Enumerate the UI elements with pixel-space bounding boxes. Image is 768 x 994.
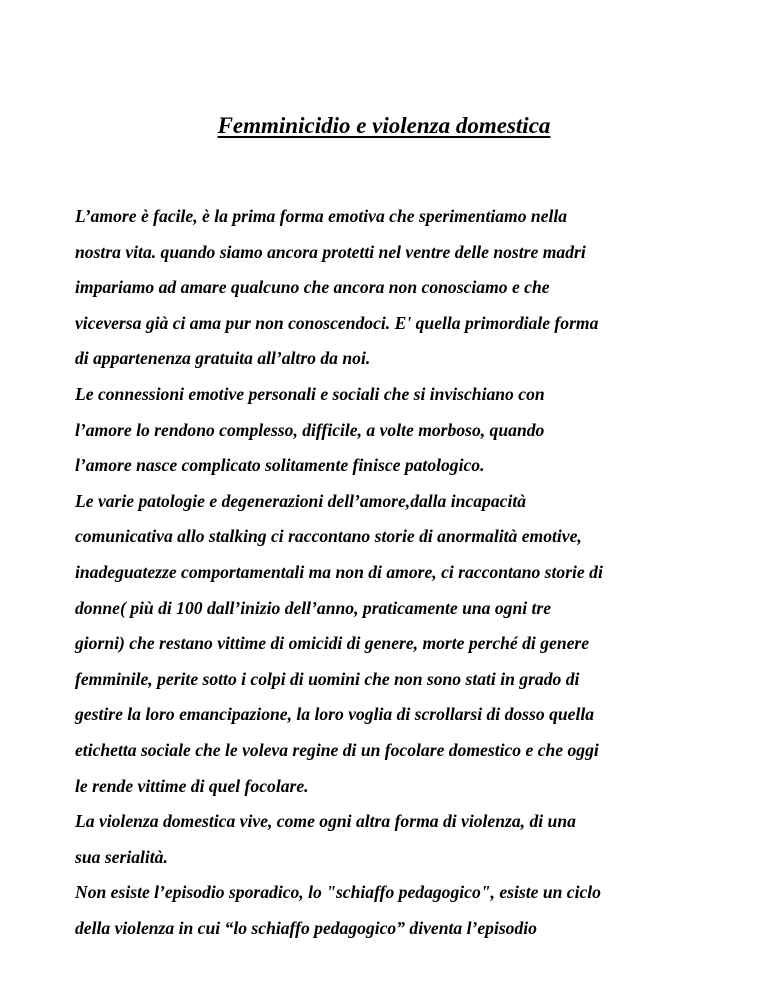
text-line: femminile, perite sotto i colpi di uomini che non sono stati in grado di	[75, 668, 580, 689]
text-line: Le connessioni emotive personali e sociali che si invischiano con	[75, 383, 545, 404]
text-line: viceversa già ci ama pur non conoscendoci. E' quella primordiale forma	[75, 312, 599, 333]
text-line: inadeguatezze comportamentali ma non di amore, ci raccontano storie di	[75, 561, 603, 582]
text-line: l’amore lo rendono complesso, difficile, a volte morboso, quando	[75, 419, 545, 440]
text-line: L’amore è facile, è la prima forma emotiva che sperimentiamo nella	[75, 206, 568, 226]
text-line: comunicativa allo stalking ci raccontano storie di anormalità emotive,	[75, 526, 582, 547]
text-line: l’amore nasce complicato solitamente finisce patologico.	[75, 455, 485, 476]
document-body	[75, 199, 755, 946]
text-line: impariamo ad amare qualcuno che ancora non conosciamo e che	[75, 277, 550, 298]
text-line: Le varie patologie e degenerazioni dell’amore,dalla incapacità	[75, 490, 527, 511]
text-line: di appartenenza gratuita all’altro da noi.	[75, 348, 371, 369]
document-title: Femminicidio e violenza domestica	[217, 113, 551, 138]
text-line: donne( più di 100 dall’inizio dell’anno, praticamente una ogni tre	[75, 597, 552, 618]
text-line: giorni) che restano vittime di omicidi di genere, morte perché di genere	[75, 633, 590, 654]
text-line: etichetta sociale che le voleva regine di un focolare domestico e che oggi	[75, 739, 599, 760]
text-line: Non esiste l’episodio sporadico, lo "schiaffo pedagogico", esiste un ciclo	[75, 882, 601, 903]
text-line: le rende vittime di quel focolare.	[75, 775, 309, 796]
text-line: gestire la loro emancipazione, la loro voglia di scrollarsi di dosso quella	[75, 704, 595, 725]
text-line: della violenza in cui “lo schiaffo pedagogico” diventa l’episodio	[75, 917, 537, 938]
text-line: nostra vita. quando siamo ancora protetti nel ventre delle nostre madri	[75, 241, 586, 262]
text-line: sua serialità.	[75, 846, 168, 867]
text-line: La violenza domestica vive, come ogni altra forma di violenza, di una	[75, 811, 576, 832]
